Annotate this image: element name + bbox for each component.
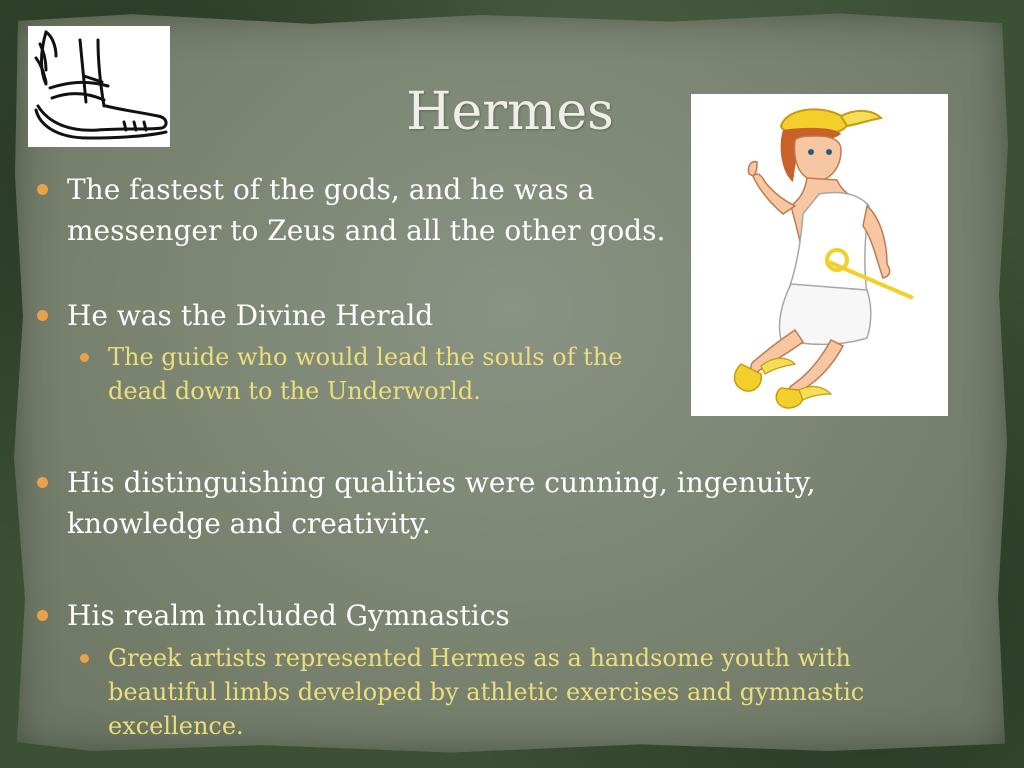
bullet-marker-icon — [37, 310, 48, 321]
bullet-item — [67, 295, 687, 336]
hermes-image — [691, 94, 948, 416]
bullet-item — [67, 595, 867, 636]
sub-bullet-marker-icon — [80, 353, 89, 362]
sub-bullet-item — [108, 641, 878, 743]
sub-bullet-marker-icon — [80, 654, 89, 663]
sub-bullet-text: Greek artists represented Hermes as a handsome youth with beautiful limbs developed by athletic exercises and gymnastic excellence. — [108, 644, 865, 740]
bullet-marker-icon — [37, 184, 48, 195]
bullet-item — [67, 169, 687, 251]
winged-sandal-icon — [28, 26, 170, 147]
bullet-text: He was the Divine Herald — [67, 299, 434, 332]
sub-bullet-text: The guide who would lead the souls of the dead down to the Underworld. — [108, 343, 623, 405]
bullet-text: The fastest of the gods, and he was a messenger to Zeus and all the other gods. — [67, 173, 666, 247]
bullet-text: His distinguishing qualities were cunning, ingenuity, knowledge and creativity. — [67, 466, 816, 540]
bullet-item — [67, 462, 867, 544]
bullet-text: His realm included Gymnastics — [67, 599, 510, 632]
winged-sandal-image — [28, 26, 170, 147]
bullet-marker-icon — [37, 477, 48, 488]
slide-title: Hermes — [406, 82, 614, 142]
bullet-marker-icon — [37, 610, 48, 621]
hermes-illustration — [691, 94, 948, 416]
sub-bullet-item — [108, 340, 678, 408]
